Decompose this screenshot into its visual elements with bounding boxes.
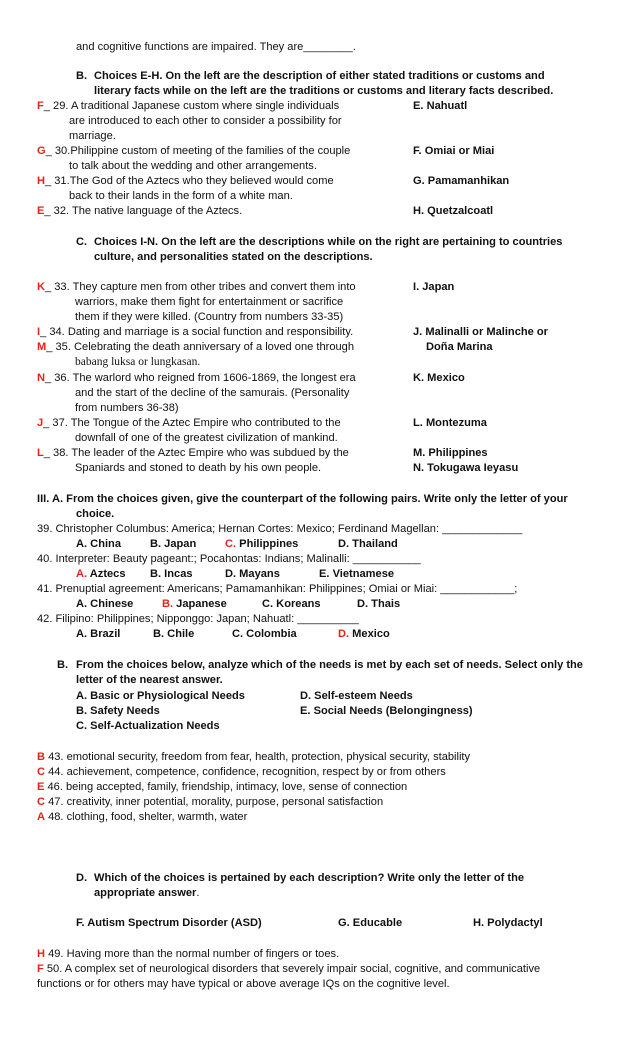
q39-option-a: A. China — [76, 538, 121, 550]
item-48: A 48. clothing, food, shelter, warmth, water — [37, 811, 248, 823]
item-35: M_ 35. Celebrating the death anniversary of a loved one through — [37, 341, 355, 353]
item-47: C 47. creativity, inner potential, morality, purpose, personal satisfaction — [37, 796, 384, 808]
choice-f: F. Omiai or Miai — [413, 145, 495, 157]
q41-option-c: C. Koreans — [262, 598, 321, 610]
condition-choice-f: F. Autism Spectrum Disorder (ASD) — [76, 917, 262, 929]
item-31: H_ 31.The God of the Aztecs who they believed would come — [37, 175, 334, 187]
section-iii-b-heading-1: From the choices below, analyze which of the needs is met by each set of needs. Select only the — [76, 659, 583, 671]
section-c-heading-2: culture, and personalities stated on the descriptions. — [94, 251, 373, 263]
q41-option-d: D. Thais — [357, 598, 401, 610]
choice-n: N. Tokugawa Ieyasu — [413, 462, 519, 474]
section-iii-b-heading-2: letter of the nearest answer. — [76, 674, 223, 686]
item-38-line-2: Spaniards and stoned to death by his own people. — [75, 462, 322, 474]
item-38: L_ 38. The leader of the Aztec Empire who was subdued by the — [37, 447, 349, 459]
section-b-heading-2: literary facts while on the left are the traditions or customs and literary facts described. — [94, 85, 554, 97]
question-42: 42. Filipino: Philippines; Nipponggo: Japan; Nahuatl: __________ — [37, 613, 359, 625]
condition-choice-h: H. Polydactyl — [473, 917, 543, 929]
section-c-letter: C. — [76, 236, 88, 248]
condition-choice-g: G. Educable — [338, 917, 403, 929]
section-b-letter: B. — [76, 70, 88, 82]
choice-j-cont: Doña Marina — [426, 341, 493, 353]
item-36: N_ 36. The warlord who reigned from 1606-1869, the longest era — [37, 372, 356, 384]
item-50-line-2: functions or for others may have typical or above average IQs on the cognitive level. — [37, 978, 450, 990]
item-37-line-2: downfall of one of the greatest civilization of mankind. — [75, 432, 338, 444]
item-33-line-2: warriors, make them fight for entertainment or sacrifice — [75, 296, 344, 308]
item-49: H 49. Having more than the normal number of fingers or toes. — [37, 948, 340, 960]
item-33: K_ 33. They capture men from other tribes and convert them into — [37, 281, 356, 293]
item-35-line-2: babang luksa or lungkasan. — [75, 356, 201, 368]
q40-option-b: B. Incas — [150, 568, 193, 580]
question-40: 40. Interpreter: Beauty pageant:; Pocahontas: Indians; Malinalli: ___________ — [37, 553, 421, 565]
q39-option-b: B. Japan — [150, 538, 197, 550]
q41-option-b: B. Japanese — [162, 598, 227, 610]
choice-g: G. Pamamanhikan — [413, 175, 510, 187]
choice-h: H. Quetzalcoatl — [413, 205, 494, 217]
item-33-line-3: them if they were killed. (Country from numbers 33-35) — [75, 311, 344, 323]
section-d-letter: D. — [76, 872, 88, 884]
q42-option-c: C. Colombia — [232, 628, 297, 640]
q42-option-a: A. Brazil — [76, 628, 121, 640]
item-29: F_ 29. A traditional Japanese custom where single individuals — [37, 100, 340, 112]
item-32: E_ 32. The native language of the Aztecs. — [37, 205, 243, 217]
needs-choice-d: D. Self-esteem Needs — [300, 690, 413, 702]
item-31-line-2: back to their lands in the form of a white man. — [69, 190, 293, 202]
question-39: 39. Christopher Columbus: America; Hernan Cortes: Mexico; Ferdinand Magellan: _____________ — [37, 523, 523, 535]
choice-j: J. Malinalli or Malinche or — [413, 326, 549, 338]
item-44: C 44. achievement, competence, confidence, recognition, respect by or from others — [37, 766, 446, 778]
section-d-heading-2: appropriate answer. — [94, 887, 200, 899]
section-d-heading-1: Which of the choices is pertained by each description? Write only the letter of the — [94, 872, 525, 884]
section-c-heading-1: Choices I-N. On the left are the descriptions while on the right are pertaining to countries — [94, 236, 563, 248]
q40-option-d: D. Mayans — [225, 568, 280, 580]
question-41: 41. Prenuptial agreement: Americans; Pamamanhikan: Philippines; Omiai or Miai: ____________; — [37, 583, 518, 595]
item-34: I_ 34. Dating and marriage is a social function and responsibility. — [37, 326, 354, 338]
section-b-heading-1: Choices E-H. On the left are the description of either stated traditions or customs and — [94, 70, 545, 82]
item-29-line-3: marriage. — [69, 130, 116, 142]
item-46: E 46. being accepted, family, friendship, intimacy, love, sense of connection — [37, 781, 408, 793]
q42-option-b: B. Chile — [153, 628, 195, 640]
q41-option-a: A. Chinese — [76, 598, 134, 610]
needs-choice-c: C. Self-Actualization Needs — [76, 720, 220, 732]
choice-e: E. Nahuatl — [413, 100, 468, 112]
section-iii-a-heading-1: III. A. From the choices given, give the counterpart of the following pairs. Write only the letter of your — [37, 493, 568, 505]
choice-i: I. Japan — [413, 281, 455, 293]
choice-k: K. Mexico — [413, 372, 465, 384]
section-iii-a-heading-2: choice. — [76, 508, 115, 520]
intro-line: and cognitive functions are impaired. They are________. — [76, 41, 356, 53]
q39-option-c: C. Philippines — [225, 538, 299, 550]
choice-l: L. Montezuma — [413, 417, 487, 429]
q40-option-a: A. Aztecs — [76, 568, 126, 580]
item-37: J_ 37. The Tongue of the Aztec Empire who contributed to the — [37, 417, 341, 429]
needs-choice-e: E. Social Needs (Belongingness) — [300, 705, 473, 717]
choice-m: M. Philippines — [413, 447, 488, 459]
section-iii-b-letter: B. — [57, 659, 69, 671]
needs-choice-b: B. Safety Needs — [76, 705, 160, 717]
item-36-line-3: from numbers 36-38) — [75, 402, 179, 414]
q42-option-d: D. Mexico — [338, 628, 390, 640]
item-50: F 50. A complex set of neurological disorders that severely impair social, cognitive, and communicative — [37, 963, 541, 975]
q39-option-d: D. Thailand — [338, 538, 398, 550]
item-43: B 43. emotional security, freedom from fear, health, protection, physical security, stability — [37, 751, 471, 763]
item-30: G_ 30.Philippine custom of meeting of the families of the couple — [37, 145, 351, 157]
q40-option-e: E. Vietnamese — [319, 568, 395, 580]
needs-choice-a: A. Basic or Physiological Needs — [76, 690, 245, 702]
item-36-line-2: and the start of the decline of the samurais. (Personality — [75, 387, 350, 399]
item-30-line-2: to talk about the wedding and other arrangements. — [69, 160, 317, 172]
item-29-line-2: are introduced to each other to consider a possibility for — [69, 115, 342, 127]
